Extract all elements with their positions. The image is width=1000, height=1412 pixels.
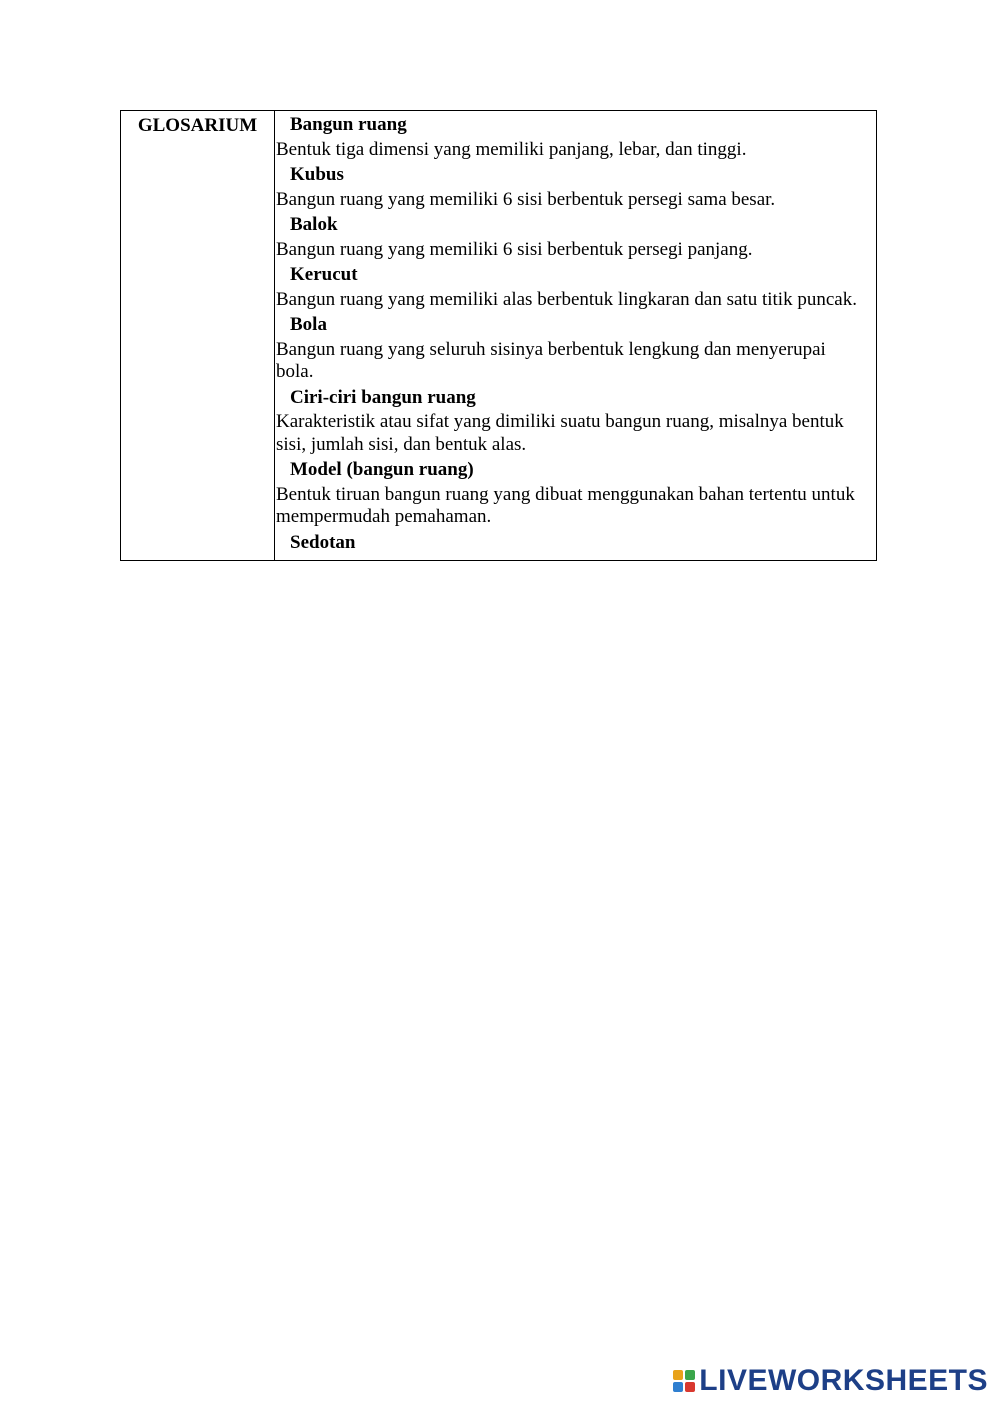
glossary-entry: [276, 164, 862, 211]
glossary-entry: [276, 214, 862, 261]
glossary-term: Bangun ruang: [290, 114, 407, 135]
glossary-content-cell: [275, 111, 876, 560]
liveworksheets-watermark: [673, 1364, 988, 1398]
glossary-definition: Bentuk tiga dimensi yang memiliki panjang, lebar, dan tinggi.: [276, 138, 747, 160]
glossary-label: GLOSARIUM: [137, 115, 258, 136]
glossary-definition: Bangun ruang yang memiliki alas berbentuk lingkaran dan satu titik puncak.: [276, 288, 857, 310]
glossary-entry: [276, 387, 862, 457]
logo-square-4: [685, 1382, 695, 1392]
glossary-entry: [276, 532, 862, 555]
glossary-table: [120, 110, 877, 561]
glossary-entry: [276, 314, 862, 384]
logo-square-3: [673, 1382, 683, 1392]
glossary-definition: Bangun ruang yang memiliki 6 sisi berbentuk persegi sama besar.: [276, 188, 776, 210]
glossary-term: Sedotan: [290, 531, 356, 553]
glossary-entry: [276, 459, 862, 529]
glossary-definition: Karakteristik atau sifat yang dimiliki suatu bangun ruang, misalnya bentuk sisi, jumlah sisi, dan bentuk alas.: [276, 411, 844, 455]
glossary-definition: Bangun ruang yang seluruh sisinya berbentuk lengkung dan menyerupai bola.: [276, 338, 826, 382]
glossary-term: Model (bangun ruang): [290, 459, 474, 480]
glossary-term: Kerucut: [290, 264, 358, 285]
logo-square-1: [673, 1370, 683, 1380]
watermark-text: LIVEWORKSHEETS: [699, 1364, 988, 1397]
liveworksheets-logo-icon: [673, 1370, 695, 1392]
glossary-definition: Bangun ruang yang memiliki 6 sisi berbentuk persegi panjang.: [276, 238, 753, 260]
glossary-entry: [276, 114, 862, 161]
glossary-term: Kubus: [290, 164, 344, 185]
glossary-term: Ciri-ciri bangun ruang: [290, 386, 476, 408]
glossary-entry: [276, 264, 862, 311]
glossary-term: Bola: [290, 314, 327, 335]
logo-square-2: [685, 1370, 695, 1380]
glossary-term: Balok: [290, 214, 338, 235]
glossary-definition: Bentuk tiruan bangun ruang yang dibuat menggunakan bahan tertentu untuk mempermudah pemahaman.: [276, 483, 855, 527]
glossary-label-cell: [121, 111, 275, 560]
